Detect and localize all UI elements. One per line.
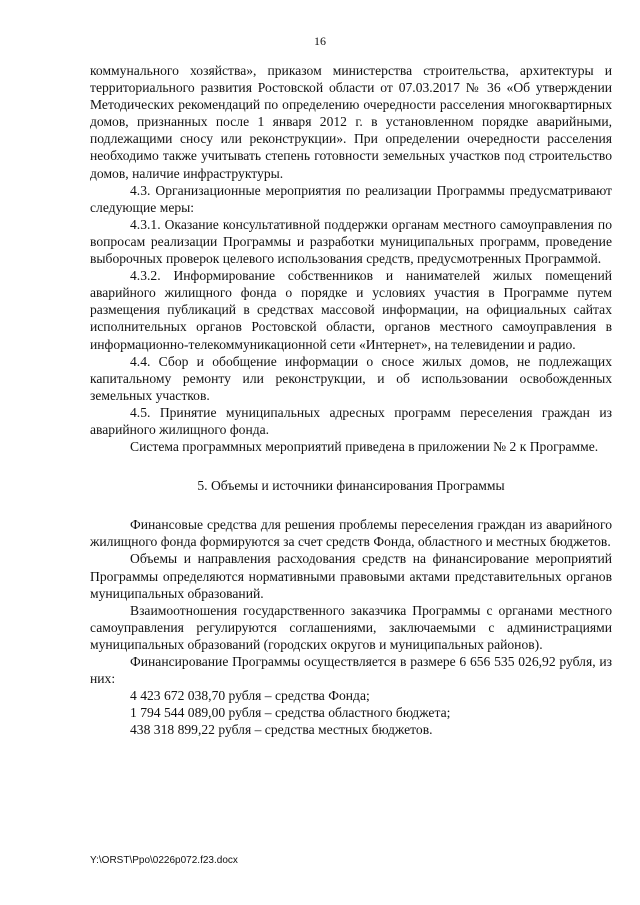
- section-title: 5. Объемы и источники финансирования Программы: [197, 478, 505, 494]
- amount-line: 4 423 672 038,70 рубля – средства Фонда;: [130, 688, 370, 704]
- paragraph: Взаимоотношения государственного заказчика Программы с органами местного самоуправления регулируются соглашениями, заключаемыми с администрациями муниципальных образований (городских округов и муниципальных районов).: [90, 602, 612, 652]
- paragraph: Финансовые средства для решения проблемы переселения граждан из аварийного жилищного фонда формируются за счет средств Фонда, областного и местных бюджетов.: [90, 517, 612, 550]
- paragraph: коммунального хозяйства», приказом министерства строительства, архитектуры и территориального развития Ростовской области от 07.03.2017 № 36 «Об утверждении Методических рекомендаций по определению очередности расселения многоквартирных домов, признанных после 1 января 2012 г. в установленном порядке аварийными, подлежащими сносу или реконструкции». При определении очередности расселения необходимо также учитывать степень готовности земельных участков под строительство домов, наличие инфраструктуры.: [90, 63, 612, 181]
- paragraph: 4.4. Сбор и обобщение информации о сносе жилых домов, не подлежащих капитальному ремонту или реконструкции, и об использовании освобожденных земельных участков.: [90, 353, 612, 403]
- paragraph: Финансирование Программы осуществляется в размере 6 656 535 026,92 рубля, из них:: [90, 654, 612, 687]
- paragraph: 4.5. Принятие муниципальных адресных программ переселения граждан из аварийного жилищного фонда.: [90, 404, 612, 437]
- file-path-footer: Y:\ORST\Ppo\0226p072.f23.docx: [90, 855, 238, 866]
- paragraph: 4.3.1. Оказание консультативной поддержки органам местного самоуправления по вопросам реализации Программы и разработки муниципальных программ, проведение выборочных проверок целевого использования средств, предусмотренных Программой.: [90, 216, 612, 267]
- amount-line: 1 794 544 089,00 рубля – средства областного бюджета;: [130, 705, 451, 721]
- paragraph: Система программных мероприятий приведена в приложении № 2 к Программе.: [130, 439, 599, 455]
- page-number: 16: [314, 34, 326, 48]
- paragraph: Объемы и направления расходования средств на финансирование мероприятий Программы определяются нормативными правовыми актами представительных органов муниципальных образований.: [90, 551, 612, 601]
- paragraph: 4.3.2. Информирование собственников и нанимателей жилых помещений аварийного жилищного фонда о порядке и условиях участия в Программе путем размещения публикаций в средствах массовой информации, на официальных сайтах исполнительных органов Ростовской области, органов местного самоуправления в информационно-телекоммуникационной сети «Интернет», на телевидении и радио.: [90, 268, 612, 352]
- amount-line: 438 318 899,22 рубля – средства местных бюджетов.: [130, 722, 433, 738]
- paragraph: 4.3. Организационные мероприятия по реализации Программы предусматривают следующие меры:: [90, 182, 612, 215]
- document-body: [90, 62, 612, 738]
